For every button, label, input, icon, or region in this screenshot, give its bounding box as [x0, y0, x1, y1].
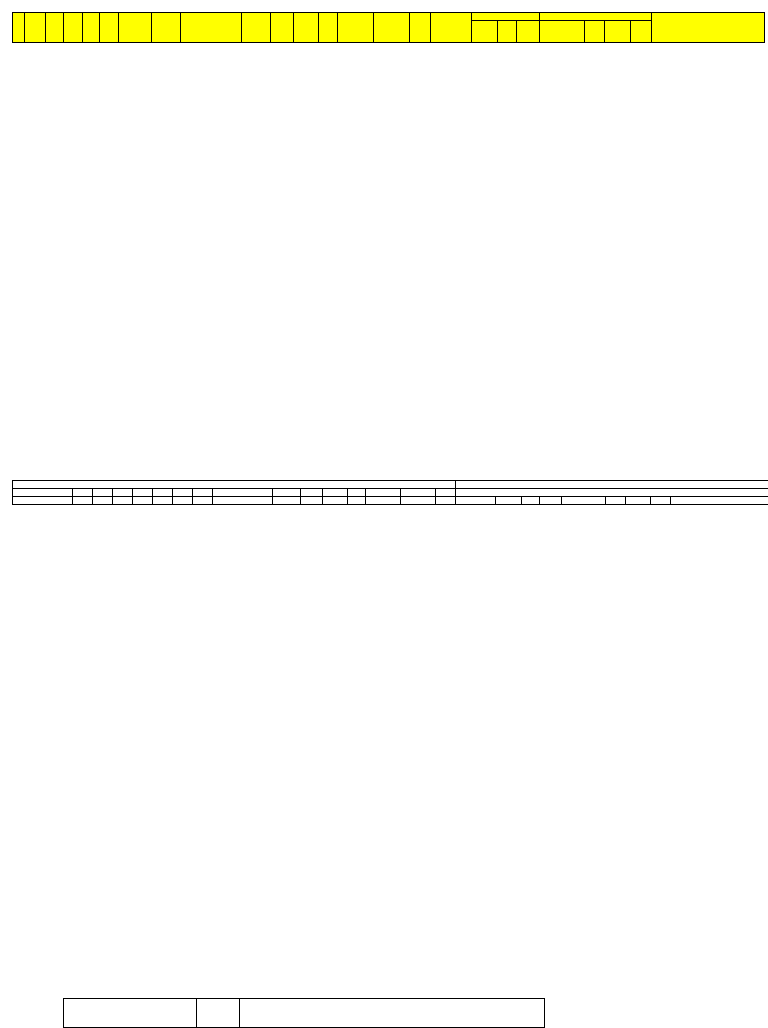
header-gelar-depan [100, 13, 119, 43]
header-tahun-lulus [631, 21, 652, 43]
header-no [13, 13, 25, 43]
header-nip-lama [64, 13, 83, 43]
header-prodi [584, 21, 605, 43]
header-pendidikan [539, 13, 651, 21]
nama-fasyankes-header [240, 999, 544, 1027]
header-kode-pendidikan [539, 21, 584, 43]
header-jabatan-fungsional [374, 13, 410, 43]
kode-fasyankes-header [64, 999, 197, 1027]
header-pangkat [271, 13, 294, 43]
header-kode-unit [25, 13, 46, 43]
right-item-3 [456, 489, 768, 497]
header-pekerjaan [471, 13, 539, 21]
header-jenis-kelamin [242, 13, 271, 43]
header-no-sip [651, 13, 764, 43]
header-mulai [498, 21, 517, 43]
header-no-ktp [45, 13, 64, 43]
grup-header [197, 999, 240, 1027]
header-kewarganegaraan [180, 13, 242, 43]
contact-section [12, 480, 765, 505]
header-jabatan-struktural [338, 13, 374, 43]
contact-table [12, 480, 768, 505]
header-jenjang [605, 21, 631, 43]
header-gelar-belakang [151, 13, 180, 43]
header-pangkat-tmt [293, 13, 319, 43]
spreadsheet-main [12, 12, 765, 43]
header-nip-baru [82, 13, 99, 43]
right-item-2 [456, 481, 768, 489]
header-jabatan-tmt [410, 13, 431, 43]
staff-data-table [12, 12, 765, 43]
header-berakhir [516, 21, 539, 43]
header-ruang [319, 13, 338, 43]
contact-person [13, 481, 456, 489]
header-kode-sdmk [471, 21, 498, 43]
header-nama-lengkap [118, 13, 151, 43]
header-status-kepegawaian [430, 13, 471, 43]
